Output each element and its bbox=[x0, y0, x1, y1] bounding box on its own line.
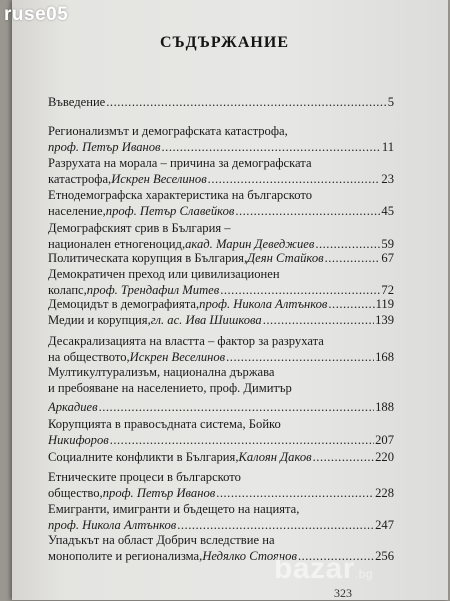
toc-entry-line bbox=[48, 400, 394, 416]
toc-entry-line bbox=[48, 283, 394, 299]
toc-entry-page: 11 bbox=[381, 139, 394, 154]
toc-entry-line: Мултикултурализъм, национална държава bbox=[48, 365, 275, 379]
leader-dots bbox=[162, 140, 381, 156]
toc-entry-title: Демоцидът в демографията, bbox=[48, 297, 200, 311]
toc-entry-author: Искрен Веселинов bbox=[129, 349, 226, 364]
toc-entry-line: Корупцията в правосъдната система, Бойко bbox=[48, 417, 281, 431]
toc-entry-line: Демократичен преход или цивилизационен bbox=[48, 267, 280, 281]
toc-entry-page: 72 bbox=[381, 282, 394, 297]
toc-entry-author: проф. Петър Славейков bbox=[105, 203, 235, 218]
toc-entry-line bbox=[48, 172, 394, 188]
toc-entry-title: Медии и корупция, bbox=[48, 313, 151, 327]
toc-entry-author: проф. Никола Алтънков bbox=[199, 297, 328, 311]
toc-entry-page: 168 bbox=[375, 349, 394, 364]
leader-dots bbox=[110, 433, 374, 449]
bazar-logo bbox=[274, 552, 444, 592]
toc-entry-title: катастрофа, bbox=[48, 171, 112, 186]
toc-entry bbox=[48, 313, 394, 329]
toc-entry-author: Калоян Даков bbox=[238, 450, 312, 464]
toc-entry bbox=[48, 95, 394, 111]
leader-dots bbox=[313, 450, 374, 466]
leader-dots bbox=[106, 95, 386, 111]
toc-entry-page: 247 bbox=[375, 517, 394, 532]
toc-entry-line: Емигранти, имигранти и бъдещето на нацията, bbox=[48, 502, 300, 516]
toc-entry-author: проф. Петър Иванов bbox=[102, 485, 216, 500]
toc-entry-line bbox=[48, 486, 394, 502]
toc-entry-author: Деян Стайков bbox=[247, 251, 324, 265]
toc-entry-line bbox=[48, 140, 394, 156]
toc-entry-page: 23 bbox=[381, 171, 394, 186]
page-number: 323 bbox=[334, 586, 352, 600]
page-title: СЪДЪРЖАНИЕ bbox=[160, 34, 289, 51]
toc-entry bbox=[48, 450, 394, 466]
toc-entry-title: Политическата корупция в България, bbox=[48, 251, 248, 265]
toc-entry bbox=[48, 502, 394, 533]
toc-entry-line bbox=[48, 297, 394, 313]
toc-entry-line: Упадъкът на област Добрич вследствие на bbox=[48, 533, 275, 547]
toc-entry bbox=[48, 251, 394, 267]
leader-dots bbox=[208, 172, 381, 188]
toc-entry bbox=[48, 470, 394, 501]
bazar-logo-tld: .bg bbox=[354, 567, 374, 581]
toc-entry-page: 59 bbox=[381, 236, 394, 251]
toc-entry-line: Десакрализацията на властта – фактор за разрухата bbox=[48, 334, 324, 348]
toc-entry-line bbox=[48, 350, 394, 366]
toc-entry-author: акад. Марин Деведжиев bbox=[185, 236, 315, 251]
toc-entry-title: и пребояване на населението, проф. Димитър bbox=[48, 380, 292, 395]
toc-entry-author: гл. ас. Ива Шишкова bbox=[150, 313, 262, 327]
toc-entry-author: Недялко Стоянов bbox=[202, 548, 297, 563]
book-page bbox=[12, 0, 448, 600]
toc-entry-title: национален етногеноцид, bbox=[48, 236, 186, 251]
toc-entry bbox=[48, 124, 394, 155]
toc-entry-title: на обществото, bbox=[48, 349, 130, 364]
toc-entry-line: Разрухата на морала – причина за демографската bbox=[48, 156, 312, 170]
toc-entry bbox=[48, 156, 394, 187]
leader-dots bbox=[216, 486, 374, 502]
toc-entry-author: Аркадиев bbox=[48, 400, 98, 414]
toc-entry-page: 188 bbox=[375, 400, 394, 414]
toc-entry-title: колапс, bbox=[48, 282, 87, 297]
toc-entry-page: 256 bbox=[375, 548, 394, 563]
leader-dots bbox=[99, 400, 375, 416]
toc-entry-page: 139 bbox=[375, 313, 394, 327]
toc-entry-line bbox=[48, 251, 394, 267]
toc-entry-page: 45 bbox=[381, 203, 394, 218]
toc-entry-page: 220 bbox=[375, 450, 394, 464]
toc-entry-line bbox=[48, 237, 394, 253]
toc-entry bbox=[48, 188, 394, 219]
leader-dots bbox=[226, 350, 374, 366]
leader-dots bbox=[177, 518, 374, 534]
toc-entry bbox=[48, 267, 394, 298]
toc-entry-line: Етнодемографска характеристика на българското bbox=[48, 188, 313, 202]
toc-entry-page: 119 bbox=[375, 297, 394, 311]
toc-entry-line bbox=[48, 433, 394, 449]
toc-entry-line bbox=[48, 313, 394, 329]
toc-entry-title: население, bbox=[48, 203, 106, 218]
leader-dots bbox=[315, 237, 380, 253]
toc-entry bbox=[48, 297, 394, 313]
toc-entry-title: общество, bbox=[48, 485, 103, 500]
toc-entry bbox=[48, 417, 394, 448]
toc-entry bbox=[48, 334, 394, 365]
toc-entry-line bbox=[48, 204, 394, 220]
leader-dots bbox=[325, 251, 381, 267]
toc-entry-page: 67 bbox=[381, 251, 394, 265]
toc-entry-page: 5 bbox=[387, 95, 394, 109]
leader-dots bbox=[263, 313, 374, 329]
toc-entry-author: проф. Трендафил Митев bbox=[86, 282, 220, 297]
toc-entry-author: Искрен Веселинов bbox=[111, 171, 207, 186]
leader-dots bbox=[235, 204, 380, 220]
toc-entry-title: Въведение bbox=[48, 95, 106, 109]
toc-entry bbox=[48, 221, 394, 252]
toc-entry-line: Регионализмът и демографската катастрофа, bbox=[48, 124, 288, 138]
toc-entry-page: 207 bbox=[375, 432, 394, 447]
toc-entry-line bbox=[48, 95, 394, 111]
seller-watermark: ruse05 bbox=[4, 4, 69, 25]
toc-entry-title: Социалните конфликти в България, bbox=[48, 450, 239, 464]
toc-entry-line: Демографският срив в България – bbox=[48, 221, 231, 235]
toc-entry-line bbox=[48, 518, 394, 534]
leader-dots bbox=[328, 297, 374, 313]
leader-dots bbox=[220, 283, 380, 299]
toc-entry-line bbox=[48, 381, 394, 397]
toc-entry bbox=[48, 365, 394, 416]
toc-entry-author: Никифоров bbox=[48, 432, 109, 447]
toc-entry-line: Етническите процеси в българското bbox=[48, 470, 241, 484]
toc-entry-page: 228 bbox=[375, 485, 394, 500]
toc-entry-title: монополите и регионализма, bbox=[48, 548, 203, 563]
toc-entry-author: проф. Петър Иванов bbox=[48, 139, 161, 154]
toc-entry-line bbox=[48, 450, 394, 466]
bazar-logo-name: bazar bbox=[274, 552, 355, 585]
toc-entry-author: проф. Никола Алтънков bbox=[48, 517, 177, 532]
